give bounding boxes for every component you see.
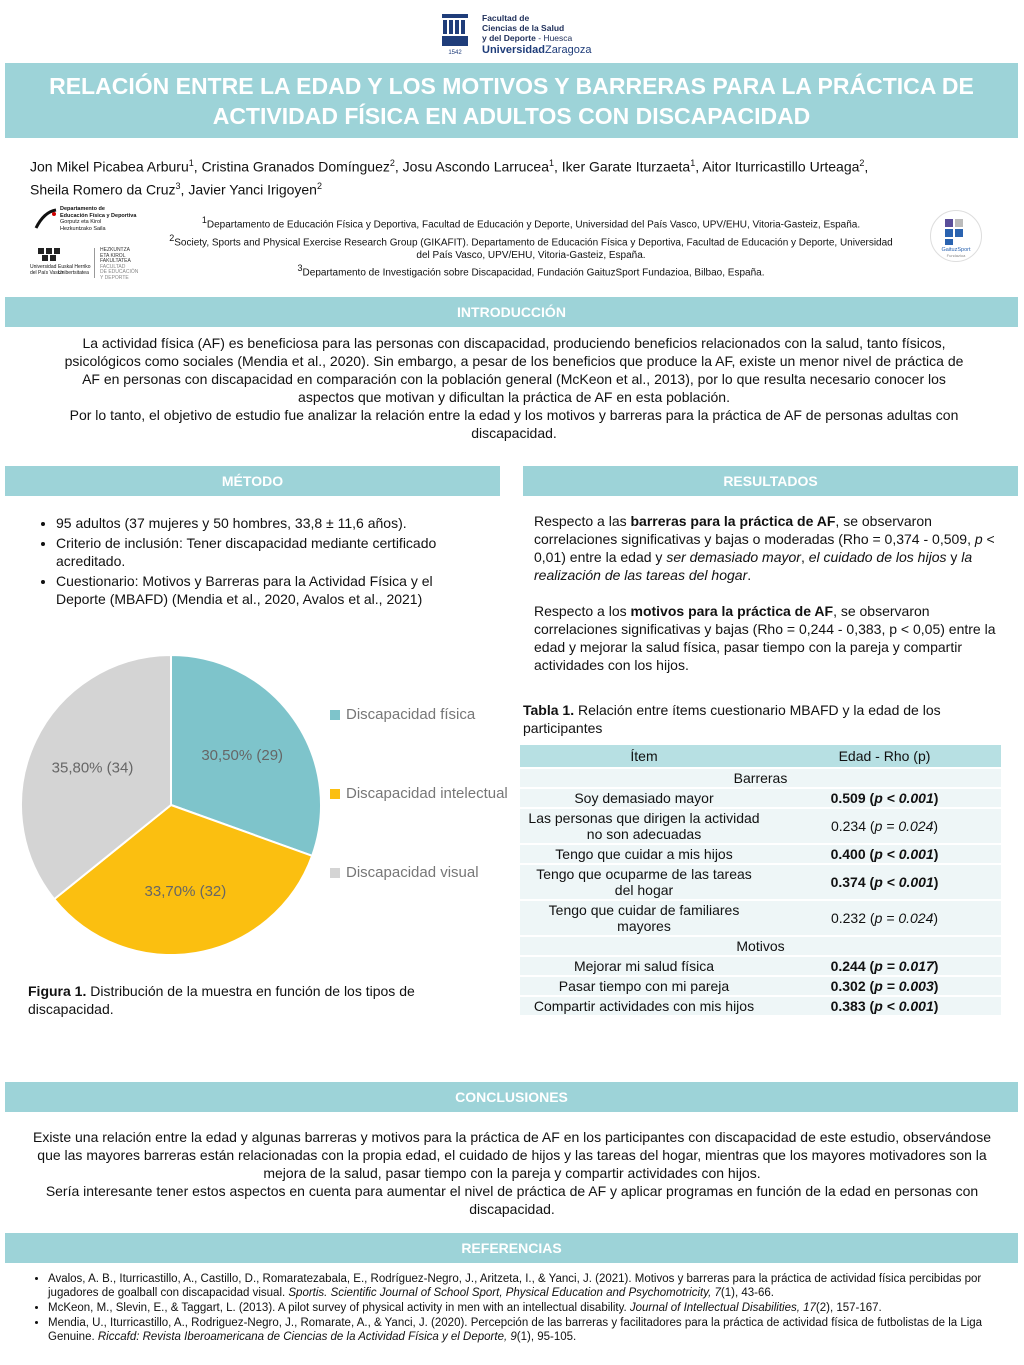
results-heading: RESULTADOS bbox=[523, 466, 1018, 496]
results-text-span: , se observaron correlaciones significativas y bajas o moderadas (Rho = 0,374 - 0,509, bbox=[534, 513, 975, 547]
table-row bbox=[520, 977, 1001, 995]
table-caption bbox=[523, 701, 1003, 737]
table-group-label: Barreras bbox=[520, 769, 1001, 787]
results-text-span: y bbox=[946, 549, 962, 565]
paren: ) bbox=[933, 818, 939, 834]
reference-text: McKeon, M., Slevin, E., & Taggart, L. (2013). A pilot survey of physical activity in men with an intellectual disability. bbox=[48, 1302, 630, 1314]
gaituzsport-logo bbox=[930, 210, 982, 262]
table-item-cell: Las personas que dirigen la actividad no son adecuadas bbox=[520, 809, 768, 843]
method-heading: MÉTODO bbox=[5, 466, 500, 496]
author-separator: , bbox=[864, 158, 869, 175]
reference-text: Mendia, U., Iturricastillo, A., Rodriguez-Negro, J., Romarate, A., & Yanci, J. (2020). Percepción de las barreras y facilitadores para la práctica de actividad física de futbolistas de la Liga Genuine. bbox=[48, 1317, 983, 1343]
p-value: p < 0.001 bbox=[874, 998, 934, 1014]
faculty-logo-text: HEZKUNTZA bbox=[100, 247, 130, 253]
author-affiliation: 2 bbox=[316, 180, 322, 191]
results-motives-paragraph bbox=[534, 602, 1000, 674]
paren: ) bbox=[933, 978, 939, 994]
table-rho-cell bbox=[768, 977, 1001, 995]
rho-value: 0.244 bbox=[830, 958, 866, 974]
table-item-cell: Tengo que cuidar de familiares mayores bbox=[520, 901, 768, 935]
table-caption-text: Relación entre ítems cuestionario MBAFD y la edad de los participantes bbox=[523, 702, 941, 736]
p-value: p < 0.001 bbox=[874, 846, 934, 862]
faculty-line: Ciencias de la Salud bbox=[482, 23, 565, 33]
author-name: Cristina Granados Domínguez bbox=[201, 158, 390, 175]
author-separator: , bbox=[394, 158, 403, 175]
results-text bbox=[534, 512, 1000, 674]
author-separator: , bbox=[180, 181, 189, 198]
author-name: Aitor Iturricastillo Urteaga bbox=[702, 158, 860, 175]
authors bbox=[30, 154, 990, 199]
university-city: Zaragoza bbox=[544, 44, 592, 56]
upv-text: Universidad bbox=[30, 264, 57, 270]
results-text-span: Respecto a los bbox=[534, 603, 631, 619]
p-value: p < 0.001 bbox=[874, 790, 934, 806]
conclusions-paragraph: Existe una relación entre la edad y algunas barreras y motivos para la práctica de AF en los participantes con discapacidad de este estudio, observándose que las mayores barreras están relacionadas con la propia edad, el cuidado de hijos y las tareas del hogar, mientras que los mayores motivadores son la mejora de la salud, pasar tiempo con la pareja y compartir actividades con hijos. bbox=[32, 1129, 991, 1181]
conclusions-paragraph: Sería interesante tener estos aspectos en cuenta para aumentar el nivel de práctica de AF y aplicar programas en función de la edad en personas con discapacidad. bbox=[45, 1183, 979, 1217]
results-barriers-paragraph bbox=[534, 512, 1000, 584]
table-header-rho: Edad - Rho (p) bbox=[768, 745, 1001, 767]
results-table bbox=[520, 743, 1001, 1017]
pie-data-label: 35,80% (34) bbox=[51, 759, 134, 777]
rho-value: 0.374 bbox=[830, 874, 866, 890]
upv-text: del País Vasco bbox=[30, 270, 63, 276]
svg-text:1542: 1542 bbox=[448, 50, 462, 56]
results-text-span: Respecto a las bbox=[534, 513, 631, 529]
reference-item bbox=[48, 1272, 994, 1300]
legend-item bbox=[330, 864, 479, 881]
rho-value: 0.232 bbox=[830, 910, 867, 926]
author-name: Jon Mikel Picabea Arburu bbox=[30, 158, 189, 175]
reference-text: (2), 157-167. bbox=[815, 1302, 882, 1314]
method-bullet: • Cuestionario: Motivos y Barreras para la Actividad Física y el Deporte (MBAFD) (Mendia et al., 2020, Avalos et al., 2021) bbox=[56, 572, 474, 608]
p-value: p = 0.024 bbox=[874, 910, 934, 926]
paren: ( bbox=[865, 958, 875, 974]
gaituz-sub: Fundazioa bbox=[946, 253, 966, 258]
table-item-cell: Tengo que ocuparme de las tareas del hogar bbox=[520, 865, 768, 899]
author-affiliation: 1 bbox=[549, 158, 555, 168]
rho-value: 0.383 bbox=[830, 998, 866, 1014]
table-row bbox=[520, 809, 1001, 843]
legend-swatch bbox=[330, 710, 340, 720]
method-bullet: • 95 adultos (37 mujeres y 50 hombres, 33,8 ± 11,6 años). bbox=[56, 514, 474, 532]
paren: ) bbox=[933, 846, 939, 862]
table-item-cell: Mejorar mi salud física bbox=[520, 957, 768, 975]
gaituz-name: GaituzSport bbox=[941, 247, 971, 253]
results-bold: motivos para la práctica de AF bbox=[630, 603, 834, 619]
dept-logo-text: Educación Física y Deportiva bbox=[60, 212, 137, 219]
faculty-logo-text: Y DEPORTE bbox=[100, 274, 129, 281]
reference-journal: Journal of Intellectual Disabilities, 17 bbox=[629, 1302, 816, 1314]
table-rho-cell bbox=[768, 865, 1001, 899]
faculty-logo-text: DE EDUCACIÓN bbox=[100, 269, 139, 275]
intro-heading: INTRODUCCIÓN bbox=[5, 297, 1018, 327]
rho-value: 0.400 bbox=[830, 846, 866, 862]
table-row bbox=[520, 901, 1001, 935]
university-name: Universidad bbox=[482, 44, 545, 56]
results-bold: barreras para la práctica de AF bbox=[630, 513, 836, 529]
author-separator: , bbox=[193, 158, 202, 175]
table-label: Tabla 1. bbox=[523, 702, 575, 718]
method-bullet: • Criterio de inclusión: Tener discapacidad mediante certificado acreditado. bbox=[56, 534, 474, 570]
table-rho-cell bbox=[768, 845, 1001, 863]
dept-logo bbox=[34, 206, 144, 238]
athlete-icon bbox=[34, 208, 58, 232]
conclusions-text bbox=[30, 1128, 994, 1218]
table-rho-cell bbox=[768, 957, 1001, 975]
figure-caption bbox=[28, 982, 468, 1018]
results-text-span: , se observaron correlaciones significativas y bajas (Rho = 0,244 - 0,383, p < 0,05) entre la edad y mejorar la salud física, pasar tiempo con la pareja y compartir actividades con los hijos. bbox=[534, 603, 996, 673]
results-italic: ser demasiado mayor bbox=[666, 549, 801, 565]
results-text-span: . bbox=[747, 567, 752, 583]
figure-caption-text: Distribución de la muestra en función de los tipos de discapacidad. bbox=[28, 983, 415, 1017]
title-line-2: ACTIVIDAD FÍSICA EN ADULTOS CON DISCAPACIDAD bbox=[212, 103, 811, 129]
table-row bbox=[520, 845, 1001, 863]
upv-logo bbox=[30, 248, 170, 280]
table-rho-cell bbox=[768, 789, 1001, 807]
legend-item bbox=[330, 785, 508, 802]
dept-logo-text: Hezkuntzako Saila bbox=[60, 225, 106, 232]
table-row bbox=[520, 997, 1001, 1015]
pie-data-label: 30,50% (29) bbox=[201, 746, 284, 764]
paren: ) bbox=[933, 998, 939, 1014]
rho-value: 0.302 bbox=[830, 978, 866, 994]
legend-label: Discapacidad intelectual bbox=[346, 785, 508, 802]
legend-label: Discapacidad física bbox=[346, 706, 476, 723]
author-affiliation: 3 bbox=[175, 180, 181, 191]
method-list bbox=[34, 514, 474, 610]
affiliation-number: 2 bbox=[169, 232, 175, 243]
upv-tree-icon bbox=[38, 248, 60, 262]
affiliations bbox=[168, 214, 894, 280]
faculty-line: Facultad de bbox=[482, 13, 530, 23]
faculty-city: - Huesca bbox=[538, 33, 573, 43]
p-value: p = 0.024 bbox=[874, 818, 934, 834]
author-name: Sheila Romero da Cruz bbox=[30, 181, 176, 198]
table-item-cell: Pasar tiempo con mi pareja bbox=[520, 977, 768, 995]
table-item-cell: Compartir actividades con mis hijos bbox=[520, 997, 768, 1015]
upv-text: Euskal Herriko bbox=[58, 264, 91, 270]
author-name: Iker Garate Iturzaeta bbox=[561, 158, 691, 175]
author-name: Javier Yanci Irigoyen bbox=[188, 181, 317, 198]
dept-logo-text: Gorputz eta Kirol bbox=[60, 219, 102, 225]
table-rho-cell bbox=[768, 809, 1001, 843]
paren: ( bbox=[865, 846, 875, 862]
author-affiliation: 1 bbox=[188, 158, 194, 168]
table-rho-cell bbox=[768, 997, 1001, 1015]
references-heading: REFERENCIAS bbox=[5, 1233, 1018, 1263]
results-text-span: , bbox=[800, 549, 809, 565]
paren: ) bbox=[933, 958, 939, 974]
results-italic: p bbox=[974, 531, 983, 547]
paren: ( bbox=[865, 874, 875, 890]
paren: ( bbox=[866, 818, 875, 834]
faculty-logo-text: FAKULTATEA bbox=[100, 258, 131, 264]
poster-title bbox=[5, 63, 1018, 138]
intro-paragraph: La actividad física (AF) es beneficiosa para las personas con discapacidad, produciendo beneficios relacionados con la salud, tanto físicos, psicológicos como sociales (Mendia et al., 2020). Sin embargo, a pesar de los beneficios que produce la AF, existe un menor nivel de práctica de AF en personas con discapacidad en comparación con la población general (McKeon et al., 2013), por lo que resulta necesario conocer los aspectos que motivan y dificultan la práctica de AF en esta población. bbox=[64, 335, 964, 405]
intro-paragraph: Por lo tanto, el objetivo de estudio fue analizar la relación entre la edad y los motivos y barreras para la práctica de AF de personas adultas con discapacidad. bbox=[69, 407, 959, 441]
upv-text: Unibertsitatea bbox=[58, 270, 89, 276]
paren: ) bbox=[933, 874, 939, 890]
reference-text: (1), 95-105. bbox=[516, 1331, 577, 1343]
paren: ) bbox=[933, 910, 939, 926]
reference-text: Avalos, A. B., Iturricastillo, A., Castillo, D., Romaratezabala, E., Rodríguez-Negro, J., Aritzeta, I., & Yanci, J. (2021). Motivos y barreras para la práctica de actividad física percibidas por jugadores de goalball con discapacidad visual. bbox=[48, 1273, 982, 1299]
paren: ( bbox=[866, 910, 875, 926]
conclusions-heading: CONCLUSIONES bbox=[5, 1082, 1018, 1112]
legend-swatch bbox=[330, 868, 340, 878]
affiliation-number: 3 bbox=[297, 263, 303, 274]
legend-label: Discapacidad visual bbox=[346, 864, 479, 881]
p-value: p = 0.003 bbox=[874, 978, 934, 994]
intro-text bbox=[55, 334, 973, 442]
table-group-row bbox=[520, 769, 1001, 787]
affiliation-2: Society, Sports and Physical Exercise Research Group (GIKAFIT). Departamento de Educación Física y Deportiva, Facultad de Educación y Deporte, Universidad del País Vasco, UPV/EHU, Vitoria-Gasteiz, España. bbox=[174, 237, 893, 261]
rho-value: 0.509 bbox=[830, 790, 866, 806]
dept-logo-text: Departamento de bbox=[60, 206, 105, 212]
faculty-logo-text: ETA KIROL bbox=[100, 252, 126, 259]
table-item-cell: Tengo que cuidar a mis hijos bbox=[520, 845, 768, 863]
paren: ( bbox=[865, 790, 875, 806]
author-affiliation: 1 bbox=[690, 158, 696, 168]
figure-label: Figura 1. bbox=[28, 983, 87, 999]
table-group-label: Motivos bbox=[520, 937, 1001, 955]
legend-item bbox=[330, 706, 475, 723]
author-affiliation: 2 bbox=[389, 158, 395, 168]
author-separator: , bbox=[695, 158, 703, 175]
results-text-span: < 0,01) entre la edad y bbox=[534, 531, 995, 565]
p-value: p < 0.001 bbox=[874, 874, 934, 890]
p-value: p = 0.017 bbox=[874, 958, 934, 974]
pie-data-label: 33,70% (32) bbox=[144, 882, 227, 900]
results-italic: la realización de las tareas del hogar bbox=[534, 549, 973, 583]
university-logo bbox=[440, 10, 600, 58]
seal-icon bbox=[440, 12, 470, 56]
title-line-1: RELACIÓN ENTRE LA EDAD Y LOS MOTIVOS Y BARRERAS PARA LA PRÁCTICA DE bbox=[49, 73, 974, 99]
faculty-logo-text: FACULTAD bbox=[100, 263, 126, 270]
faculty-line: y del Deporte bbox=[482, 33, 536, 43]
table-rho-cell bbox=[768, 901, 1001, 935]
author-separator: , bbox=[554, 158, 562, 175]
affiliation-3: Departamento de Investigación sobre Discapacidad, Fundación GaituzSport Fundazioa, Bilbao, España. bbox=[302, 267, 765, 279]
reference-journal: Sportis. Scientific Journal of School Sport, Physical Education and Psychomotricity, 7 bbox=[288, 1287, 721, 1299]
author-name: Josu Ascondo Larrucea bbox=[402, 158, 549, 175]
rho-value: 0.234 bbox=[830, 818, 867, 834]
table-item-cell: Soy demasiado mayor bbox=[520, 789, 768, 807]
affiliation-number: 1 bbox=[201, 215, 207, 225]
table-header-item: Ítem bbox=[520, 745, 768, 767]
paren: ( bbox=[865, 998, 875, 1014]
results-italic: el cuidado de los hijos bbox=[808, 549, 947, 565]
reference-text: (1), 43-66. bbox=[720, 1287, 774, 1299]
table-group-row bbox=[520, 937, 1001, 955]
paren: ) bbox=[933, 790, 939, 806]
table-row bbox=[520, 789, 1001, 807]
reference-item bbox=[48, 1301, 994, 1315]
author-affiliation: 2 bbox=[859, 158, 865, 168]
references-list bbox=[30, 1272, 994, 1345]
affiliation-1: Departamento de Educación Física y Deportiva, Facultad de Educación y Deporte, Universidad del País Vasco, UPV/EHU, Vitoria-Gasteiz, España. bbox=[206, 219, 861, 231]
paren: ( bbox=[865, 978, 875, 994]
reference-journal: Riccafd: Revista Iberoamericana de Ciencias de la Actividad Física y el Deporte, 9 bbox=[97, 1331, 517, 1343]
table-row bbox=[520, 957, 1001, 975]
pie-chart bbox=[14, 654, 334, 954]
legend-swatch bbox=[330, 789, 340, 799]
table-row bbox=[520, 865, 1001, 899]
reference-item bbox=[48, 1316, 994, 1344]
